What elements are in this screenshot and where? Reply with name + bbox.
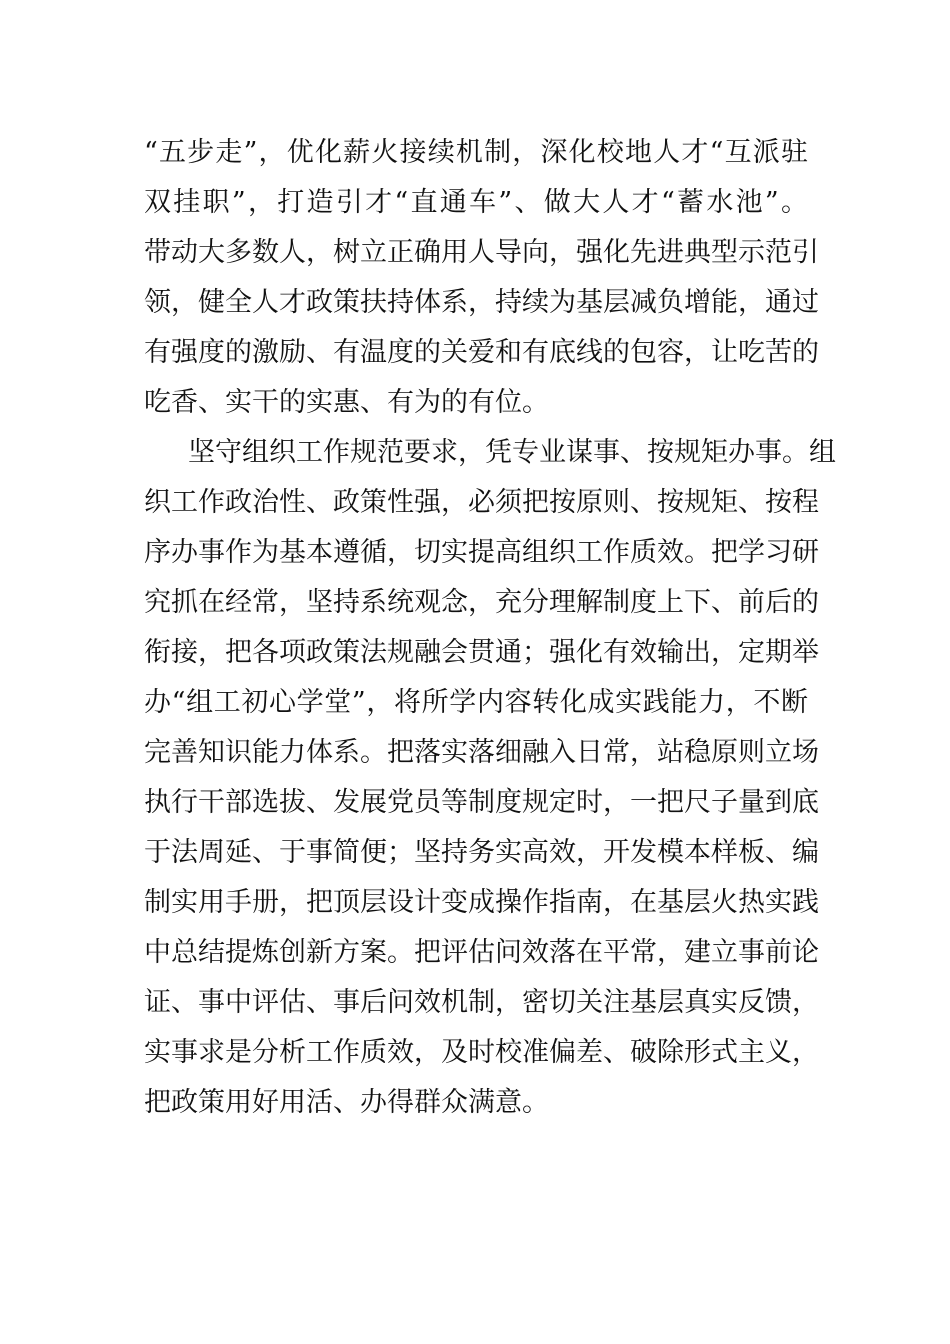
text-line: 双挂职”，打造引才“直通车”、做大人才“蓄水池”。: [144, 187, 808, 218]
text-line: 织工作政治性、政策性强，必须把按原则、按规矩、按程: [144, 487, 819, 518]
text-line: 制实用手册，把顶层设计变成操作指南，在基层火热实践: [144, 887, 819, 918]
text-line: 证、事中评估、事后问效机制，密切关注基层真实反馈，: [144, 987, 819, 1018]
text-line: 执行干部选拔、发展党员等制度规定时，一把尺子量到底: [144, 787, 819, 818]
paragraph-2: [144, 428, 836, 1128]
text-line: 衔接，把各项政策法规融会贯通；强化有效输出，定期举: [144, 637, 819, 668]
text-line: 领，健全人才政策扶持体系，持续为基层减负增能，通过: [144, 287, 819, 318]
body-text: [144, 128, 836, 1128]
text-line: 完善知识能力体系。把落实落细融入日常，站稳原则立场: [144, 737, 819, 768]
text-line: 带动大多数人，树立正确用人导向，强化先进典型示范引: [144, 237, 819, 268]
text-line: 办“组工初心学堂”，将所学内容转化成实践能力，不断: [144, 687, 808, 718]
text-line: “五步走”，优化薪火接续机制，深化校地人才“互派驻: [144, 137, 808, 168]
text-line: 序办事作为基本遵循，切实提高组织工作质效。把学习研: [144, 537, 819, 568]
text-line: 究抓在经常，坚持系统观念，充分理解制度上下、前后的: [144, 587, 819, 618]
text-line: 吃香、实干的实惠、有为的有位。: [144, 387, 549, 418]
paragraph-1: [144, 128, 819, 428]
text-line: 于法周延、于事简便；坚持务实高效，开发模本样板、编: [144, 837, 819, 868]
text-line: 把政策用好用活、办得群众满意。: [144, 1087, 549, 1118]
text-line: 坚守组织工作规范要求，凭专业谋事、按规矩办事。组: [188, 437, 836, 468]
text-line: 有强度的激励、有温度的关爱和有底线的包容，让吃苦的: [144, 337, 819, 368]
text-line: 实事求是分析工作质效，及时校准偏差、破除形式主义，: [144, 1037, 819, 1068]
text-line: 中总结提炼创新方案。把评估问效落在平常，建立事前论: [144, 937, 819, 968]
